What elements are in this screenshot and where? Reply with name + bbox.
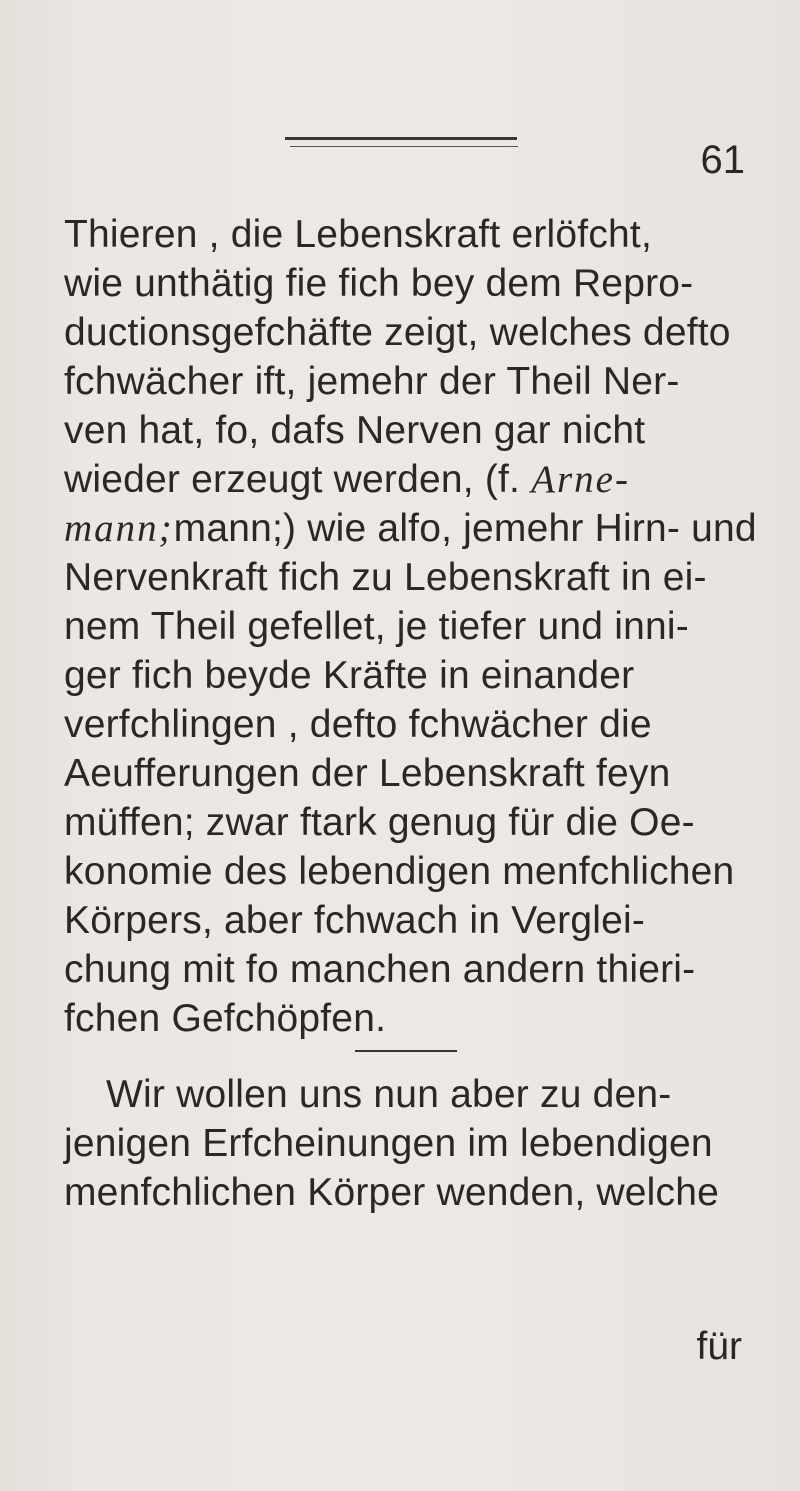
text-line: jenigen Erfcheinungen im lebendigen: [64, 1122, 713, 1165]
section-divider: [355, 1050, 457, 1052]
page-number: 61: [700, 138, 745, 182]
paragraph-2: [64, 1070, 754, 1217]
text-line: Körpers, aber fchwach in Verglei-: [64, 899, 646, 942]
text-line: [64, 455, 754, 504]
text-line: nem Theil gefellet, je tiefer und inni-: [64, 605, 689, 648]
text-line: menfchlichen Körper wenden, welche: [64, 1171, 720, 1214]
text-line: Wir wollen uns nun aber zu den-: [106, 1073, 672, 1116]
text-line: fchen Gefchöpfen.: [64, 997, 387, 1040]
text-line: ger fich beyde Kräfte in einander: [64, 654, 635, 697]
text-line: konomie des lebendigen menfchlichen: [64, 850, 735, 893]
text-line: verfchlingen , defto fchwächer die: [64, 703, 652, 746]
text-line: Aeufferungen der Lebenskraft feyn: [64, 752, 671, 795]
text-span: wieder erzeugt werden, (f.: [64, 458, 521, 501]
author-name-italic: Arne-: [531, 458, 630, 501]
text-line: ven hat, fo, dafs Nerven gar nicht: [64, 409, 646, 452]
text-line: chung mit fo manchen andern thieri-: [64, 948, 696, 991]
text-line: [64, 504, 757, 553]
paragraph-1: [64, 210, 757, 1043]
text-line: Thieren , die Lebenskraft erlöfcht,: [64, 213, 652, 256]
header-rule: [285, 137, 517, 140]
text-line: fchwächer ift, jemehr der Theil Ner-: [64, 360, 680, 403]
catchword: für: [696, 1325, 742, 1368]
text-line: müffen; zwar ftark genug für die Oe-: [64, 801, 695, 844]
text-span: mann;) wie alfo, jemehr Hirn- und: [173, 507, 757, 550]
author-name-italic-rest: mann;: [64, 507, 174, 550]
text-line: Nervenkraft fich zu Lebenskraft in ei-: [64, 556, 707, 599]
text-line: wie unthätig fie fich bey dem Repro-: [64, 262, 694, 305]
header-rule-thin: [290, 146, 518, 147]
text-line: ductionsgefchäfte zeigt, welches defto: [64, 311, 731, 354]
